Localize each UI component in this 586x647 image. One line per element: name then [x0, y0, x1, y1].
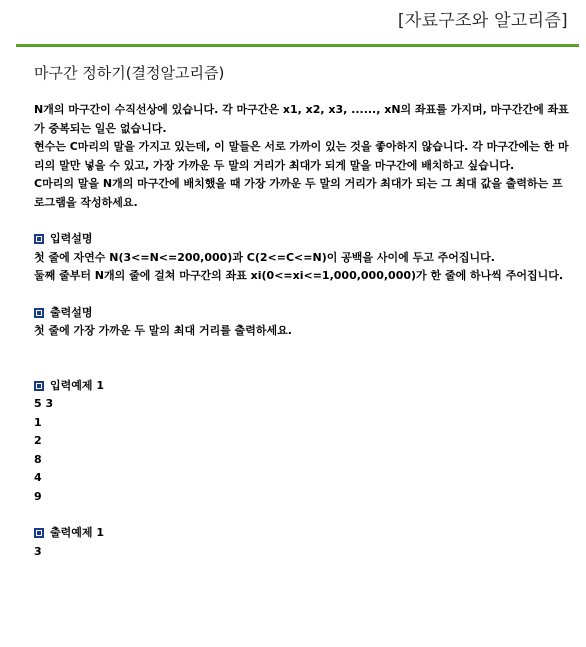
square-bullet-icon [34, 381, 44, 391]
input-example-section [34, 377, 570, 507]
output-description-label: 출력설명 [50, 305, 93, 319]
output-description-section [34, 304, 570, 341]
input-description-line-1: 첫 줄에 자연수 N(3<=N<=200,000)과 C(2<=C<=N)이 공백을 사이에 두고 주어집니다. [34, 250, 495, 264]
output-description-line-1: 첫 줄에 가장 가까운 두 말의 최대 거리를 출력하세요. [34, 324, 292, 337]
category-label: [자료구조와 알고리즘] [397, 11, 568, 31]
problem-title: 마구간 정하기(결정알고리즘) [34, 64, 225, 82]
description-paragraph-2: 현수는 C마리의 말을 가지고 있는데, 이 말들은 서로 가까이 있는 것을 좋아하지 않습니다. 각 마구간에는 한 마리의 말만 넣을 수 있고, 가장 가까운 두 말의 거리가 최대가 되게 말을 마구간에 배치하고 싶습니다. [34, 140, 569, 172]
output-example-lines [34, 543, 570, 562]
input-description-label: 입력설명 [50, 232, 93, 245]
header-divider [16, 44, 579, 47]
input-example-line: 2 [34, 434, 42, 447]
description-paragraph-3: C마리의 말을 N개의 마구간에 배치했을 때 가장 가까운 두 말의 거리가 최대가 되는 그 최대 값을 출력하는 프로그램을 작성하세요. [34, 177, 563, 209]
problem-content [34, 101, 570, 561]
input-description-heading [34, 230, 570, 249]
square-bullet-icon [34, 528, 44, 538]
input-example-line: 5 3 [34, 397, 54, 410]
description-paragraph-1: N개의 마구간이 수직선상에 있습니다. 각 마구간은 x1, x2, x3, ......, xN의 좌표를 가지며, 마구간간에 좌표가 중복되는 일은 없습니다. [34, 103, 569, 135]
output-example-section [34, 524, 570, 561]
output-example-line: 3 [34, 544, 42, 558]
input-description-line-2: 둘째 줄부터 N개의 줄에 걸쳐 마구간의 좌표 xi(0<=xi<=1,000,000,000)가 한 줄에 하나씩 주어집니다. [34, 269, 564, 282]
problem-description [34, 101, 570, 212]
square-bullet-icon [34, 308, 44, 318]
output-example-heading [34, 524, 570, 543]
input-example-line: 4 [34, 471, 42, 484]
output-example-label: 출력예제 1 [50, 526, 104, 539]
output-description-heading [34, 304, 570, 323]
input-example-label: 입력예제 1 [50, 378, 104, 392]
input-example-line: 1 [34, 415, 42, 429]
input-example-line: 8 [34, 452, 42, 466]
input-description-section [34, 230, 570, 286]
input-example-line: 9 [34, 489, 42, 503]
input-example-heading [34, 377, 570, 396]
input-example-lines [34, 395, 570, 506]
square-bullet-icon [34, 234, 44, 244]
